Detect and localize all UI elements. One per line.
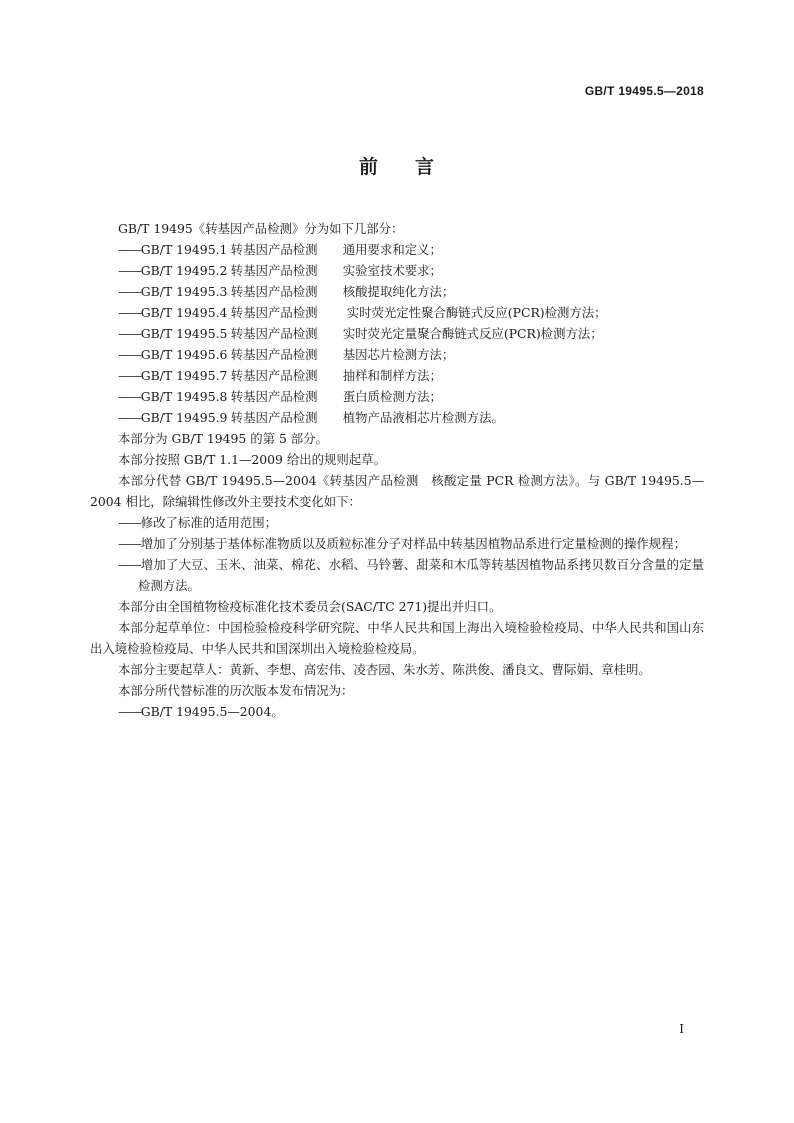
part-number: GB/T 19495.9 [140, 410, 228, 425]
part-name: 基因芯片检测方法； [342, 347, 455, 362]
page-number: I [679, 1022, 684, 1036]
part-domain: 转基因产品检测 [230, 305, 318, 320]
foreword-body [90, 218, 704, 722]
part-number: GB/T 19495.1 [140, 242, 228, 257]
part-number: GB/T 19495.8 [140, 389, 228, 404]
paragraph-drafting-units: 本部分起草单位：中国检验检疫科学研究院、中华人民共和国上海出入境检验检疫局、中华人民共和国山东出入境检验检疫局、中华人民共和国深圳出入境检验检疫局。 [90, 620, 704, 656]
part-domain: 转基因产品检测 [230, 368, 318, 383]
part-name: 实时荧光定性聚合酶链式反应(PCR)检测方法； [342, 305, 607, 320]
change-text: 增加了大豆、玉米、油菜、棉花、水稻、马铃薯、甜菜和木瓜等转基因植物品系拷贝数百分含量的定量检测方法。 [138, 557, 704, 593]
part-number: GB/T 19495.3 [140, 284, 228, 299]
title-part-1: 前 [358, 156, 379, 178]
paragraph-drafting-rules: 本部分按照 GB/T 1.1—2009 给出的规则起草。 [118, 452, 386, 467]
part-name: 蛋白质检测方法； [342, 389, 442, 404]
part-name: 实时荧光定量聚合酶链式反应(PCR)检测方法； [342, 326, 603, 341]
dash-marker: —— [118, 389, 141, 404]
list-item [90, 701, 704, 722]
dash-marker: —— [118, 368, 141, 383]
part-domain: 转基因产品检测 [230, 326, 318, 341]
part-number: GB/T 19495.6 [140, 347, 228, 362]
list-item [90, 260, 704, 281]
list-item [90, 323, 704, 344]
history-text: GB/T 19495.5—2004。 [140, 704, 284, 719]
dash-marker: —— [118, 515, 141, 530]
part-number: GB/T 19495.5 [140, 326, 228, 341]
change-text: 修改了标准的适用范围； [140, 515, 278, 530]
list-item [90, 386, 704, 407]
part-number: GB/T 19495.4 [140, 305, 228, 320]
part-domain: 转基因产品检测 [230, 410, 318, 425]
list-item [90, 344, 704, 365]
list-item [90, 533, 704, 554]
part-domain: 转基因产品检测 [230, 389, 318, 404]
part-name: 植物产品液相芯片检测方法。 [342, 410, 504, 425]
list-item [90, 554, 704, 596]
paragraph-history: 本部分所代替标准的历次版本发布情况为： [118, 683, 354, 698]
paragraph-drafters: 本部分主要起草人：黄新、李想、高宏伟、凌杏园、朱水芳、陈洪俊、潘良文、曹际娟、章桂明。 [118, 662, 651, 677]
dash-marker: —— [118, 536, 141, 551]
list-item [90, 365, 704, 386]
list-item [90, 239, 704, 260]
part-name: 通用要求和定义； [342, 242, 442, 257]
part-domain: 转基因产品检测 [230, 284, 318, 299]
dash-marker: —— [118, 557, 141, 572]
standard-number: GB/T 19495.5—2018 [584, 84, 704, 98]
change-text: 增加了分别基于基体标准物质以及质粒标准分子对样品中转基因植物品系进行定量检测的操作规程； [140, 536, 686, 551]
list-item [90, 281, 704, 302]
list-item [90, 407, 704, 428]
part-name: 抽样和制样方法； [342, 368, 442, 383]
dash-marker: —— [118, 263, 141, 278]
dash-marker: —— [118, 347, 141, 362]
parts-list [90, 239, 704, 428]
part-domain: 转基因产品检测 [230, 347, 318, 362]
dash-marker: —— [118, 410, 141, 425]
intro-paragraph: GB/T 19495《转基因产品检测》分为如下几部分： [118, 221, 404, 236]
part-name: 核酸提取纯化方法； [342, 284, 455, 299]
paragraph-replaces: 本部分代替 GB/T 19495.5—2004《转基因产品检测 核酸定量 PCR 检测方法》。与 GB/T 19495.5—2004 相比，除编辑性修改外主要技术变化如下： [90, 473, 704, 509]
dash-marker: —— [118, 704, 141, 719]
part-domain: 转基因产品检测 [230, 242, 318, 257]
part-number: GB/T 19495.2 [140, 263, 228, 278]
history-list [90, 701, 704, 722]
list-item [90, 302, 704, 323]
dash-marker: —— [118, 326, 141, 341]
changes-list [90, 512, 704, 596]
title-part-2: 言 [415, 156, 436, 178]
part-number: GB/T 19495.7 [140, 368, 228, 383]
dash-marker: —— [118, 305, 141, 320]
page-title [0, 152, 794, 179]
dash-marker: —— [118, 284, 141, 299]
part-domain: 转基因产品检测 [230, 263, 318, 278]
paragraph-proposer: 本部分由全国植物检疫标准化技术委员会(SAC/TC 271)提出并归口。 [118, 599, 502, 614]
list-item [90, 512, 704, 533]
part-name: 实验室技术要求； [342, 263, 442, 278]
paragraph-part-number: 本部分为 GB/T 19495 的第 5 部分。 [118, 431, 328, 446]
dash-marker: —— [118, 242, 141, 257]
